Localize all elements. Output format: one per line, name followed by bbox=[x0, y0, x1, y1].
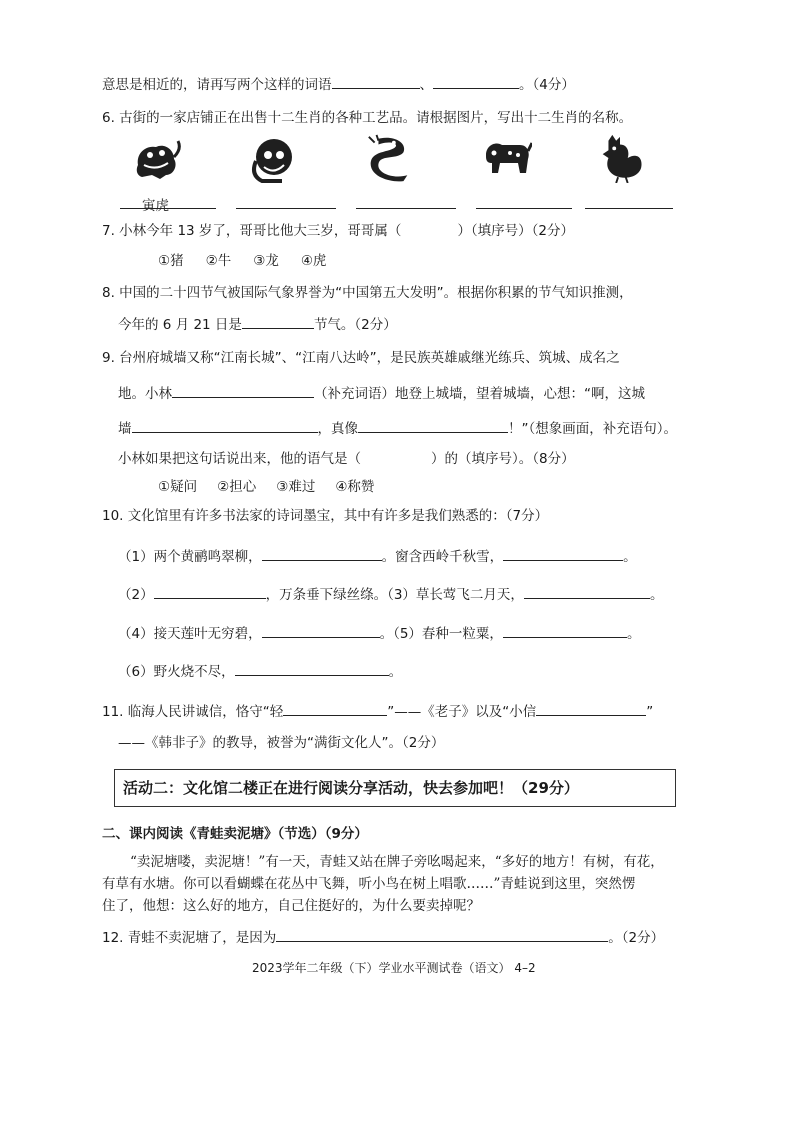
q9-options bbox=[158, 477, 374, 497]
q9-option-3: ③难过 bbox=[276, 479, 316, 495]
q6-question: 6. 古街的一家店铺正在出售十二生肖的各种工艺品。请根据图片，写出十二生肖的名称。 bbox=[102, 110, 633, 126]
q10-blank-3[interactable] bbox=[154, 584, 266, 599]
monkey-papercut-icon bbox=[246, 135, 298, 185]
q8-text-a: 今年的 6 月 21 日是 bbox=[118, 317, 242, 333]
q7-question bbox=[102, 221, 574, 241]
q10-line-4 bbox=[118, 661, 402, 682]
q9-text-f: 小林如果把这句话说出来，他的语气是（ bbox=[118, 451, 361, 467]
q10-l4-text-b: 。 bbox=[388, 664, 403, 680]
q7-option-4: ④虎 bbox=[300, 253, 327, 269]
q10-line-2 bbox=[118, 584, 663, 605]
q9-text-d: ，真像 bbox=[317, 421, 358, 437]
q10-l3-text-a: （4）接天莲叶无穷碧， bbox=[118, 626, 262, 642]
q11-text-c: ” bbox=[646, 704, 654, 720]
q8-blank[interactable] bbox=[242, 314, 314, 329]
q5-tail-line bbox=[102, 74, 575, 95]
q9-line-4 bbox=[118, 449, 575, 469]
q9-line-2 bbox=[118, 383, 645, 404]
activity-2-banner: 活动二：文化馆二楼正在进行阅读分享活动，快去参加吧！（29分） bbox=[114, 769, 676, 807]
passage-line-2: 有草有水塘。你可以看蝴蝶在花丛中飞舞，听小鸟在树上唱歌……”青蛙说到这里，突然愣 bbox=[102, 876, 636, 892]
zodiac-answer-line-4[interactable] bbox=[476, 208, 572, 209]
zodiac-answer-line-2[interactable] bbox=[236, 208, 336, 209]
q10-blank-5[interactable] bbox=[262, 623, 380, 638]
q9-text-b: （补充词语）地登上城墙，望着城墙，心想：“啊，这城 bbox=[314, 386, 645, 402]
q8-line-2 bbox=[118, 314, 397, 335]
q5-blank-1[interactable] bbox=[332, 74, 420, 89]
q7-option-3: ③龙 bbox=[253, 253, 279, 269]
q12-text-a: 12. 青蛙不卖泥塘了，是因为 bbox=[102, 930, 277, 946]
q9-option-4: ④称赞 bbox=[335, 479, 375, 495]
q10-l1-text-c: 。 bbox=[623, 549, 637, 565]
section-2-title: 二、课内阅读《青蛙卖泥塘》（节选）（9分） bbox=[102, 826, 368, 842]
q9-line-1: 9. 台州府城墙又称“江南长城”、“江南八达岭”，是民族英雄戚继光练兵、筑城、成名之 bbox=[102, 350, 620, 366]
q10-line-3 bbox=[118, 623, 640, 644]
q7-option-1: ①猪 bbox=[158, 253, 184, 269]
q11-text-b: ”——《老子》以及“小信 bbox=[387, 704, 537, 720]
q10-l3-text-c: 。 bbox=[626, 626, 641, 642]
q11-line-2: ——《韩非子》的教导，被誉为“满街文化人”。（2分） bbox=[118, 735, 445, 751]
q7-text-end: ）（填序号）（2分） bbox=[457, 223, 575, 239]
q10-blank-6[interactable] bbox=[503, 623, 627, 638]
q12-blank[interactable] bbox=[276, 927, 608, 942]
q9-blank-3[interactable] bbox=[358, 418, 508, 433]
tiger-papercut-icon bbox=[130, 135, 182, 185]
q5-text: 意思是相近的，请再写两个这样的词语 bbox=[102, 77, 332, 93]
passage-line-1: “卖泥塘喽，卖泥塘！”有一天，青蛙又站在牌子旁吆喝起来，“多好的地方！有树，有花， bbox=[130, 854, 664, 870]
q10-l2-text-a: （2） bbox=[118, 587, 154, 603]
zodiac-answer-line-5[interactable] bbox=[585, 208, 673, 209]
zodiac-answer-line-3[interactable] bbox=[356, 208, 456, 209]
q9-text-a: 地。小林 bbox=[118, 386, 172, 402]
q9-blank-2[interactable] bbox=[132, 418, 318, 433]
q10-l2-text-c: 。 bbox=[649, 587, 664, 603]
zodiac-answer-example: 寅虎 bbox=[142, 198, 169, 214]
q5-sep: 、 bbox=[419, 77, 433, 93]
q9-blank-1[interactable] bbox=[172, 383, 314, 398]
q10-blank-2[interactable] bbox=[503, 546, 623, 561]
dog-papercut-icon bbox=[480, 135, 532, 185]
q11-text-a: 11. 临海人民讲诚信，恪守“轻 bbox=[102, 704, 284, 720]
q10-l2-text-b: ，万条垂下绿丝绦。（3）草长莺飞二月天， bbox=[265, 587, 524, 603]
page-footer: 2023学年二年级（下）学业水平测试卷（语文） 4–2 bbox=[252, 961, 536, 975]
q10-l1-text-a: （1）两个黄鹂鸣翠柳， bbox=[118, 549, 262, 565]
q10-blank-4[interactable] bbox=[524, 584, 650, 599]
q11-line-1 bbox=[102, 701, 653, 722]
q10-l3-text-b: 。（5）春种一粒粟， bbox=[379, 626, 503, 642]
passage-line-3: 住了，他想：这么好的地方，自己住挺好的，为什么要卖掉呢？ bbox=[102, 898, 480, 914]
q9-text-c: 墙 bbox=[118, 421, 132, 437]
q10-l1-text-b: 。窗含西岭千秋雪， bbox=[381, 549, 504, 565]
q10-l4-text-a: （6）野火烧不尽， bbox=[118, 664, 235, 680]
q10-line-1 bbox=[118, 546, 637, 567]
q9-option-2: ②担心 bbox=[217, 479, 257, 495]
q10-blank-1[interactable] bbox=[262, 546, 382, 561]
q7-text: 7. 小林今年 13 岁了，哥哥比他大三岁，哥哥属（ bbox=[102, 223, 402, 239]
rooster-papercut-icon bbox=[594, 133, 646, 183]
q11-blank-2[interactable] bbox=[536, 701, 646, 716]
q7-options bbox=[158, 251, 326, 271]
q9-text-g: ）的（填序号）。（8分） bbox=[431, 451, 575, 467]
q8-text-b: 节气。（2分） bbox=[313, 317, 397, 333]
dragon-papercut-icon bbox=[364, 133, 416, 183]
q8-line-1: 8. 中国的二十四节气被国际气象界誉为“中国第五大发明”。根据你积累的节气知识推测， bbox=[102, 285, 633, 301]
zodiac-answer-line-1 bbox=[120, 208, 216, 209]
q9-line-3 bbox=[118, 418, 677, 439]
q5-blank-2[interactable] bbox=[433, 74, 519, 89]
q5-end: 。（4分） bbox=[519, 77, 575, 93]
q10-blank-7[interactable] bbox=[235, 661, 389, 676]
q7-option-2: ②牛 bbox=[205, 253, 232, 269]
q10-title: 10. 文化馆里有许多书法家的诗词墨宝，其中有许多是我们熟悉的：（7分） bbox=[102, 508, 549, 524]
q9-text-e: ！”（想象画面，补充语句）。 bbox=[508, 421, 677, 437]
q12-text-b: 。（2分） bbox=[608, 930, 665, 946]
q12-line bbox=[102, 927, 664, 948]
q11-blank-1[interactable] bbox=[283, 701, 387, 716]
q9-option-1: ①疑问 bbox=[158, 479, 198, 495]
